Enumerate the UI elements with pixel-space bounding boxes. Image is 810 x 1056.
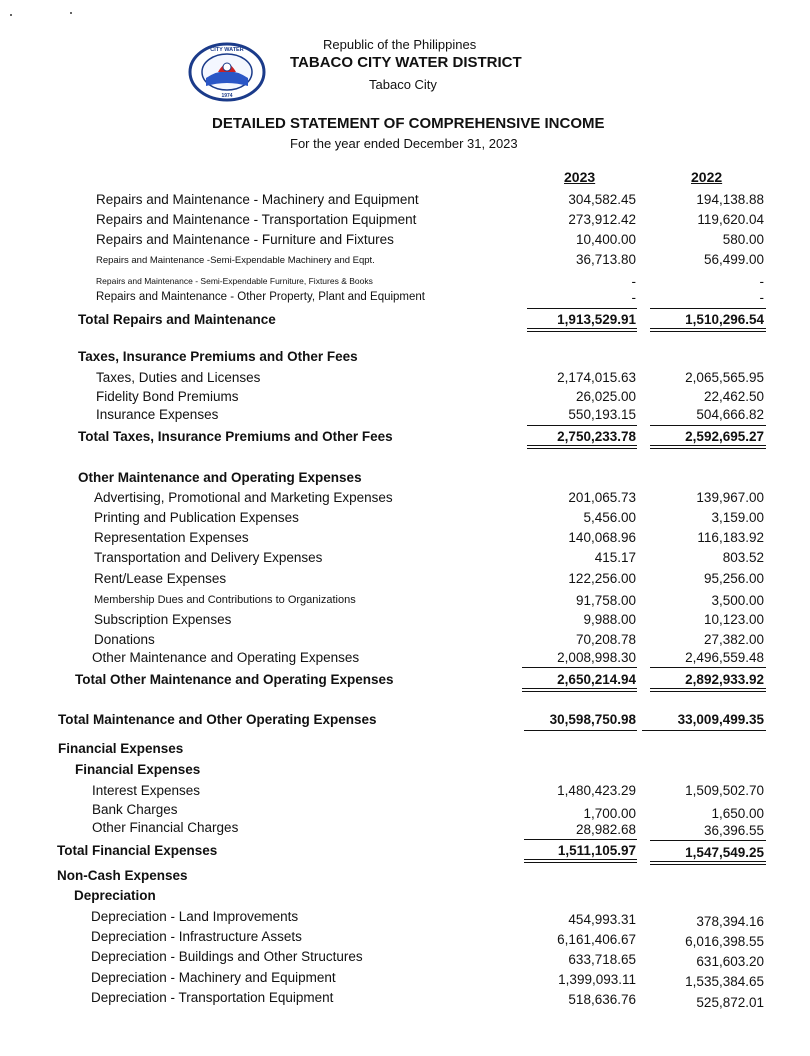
report-period: For the year ended December 31, 2023 [290, 136, 518, 151]
line-item-label: Taxes, Duties and Licenses [96, 370, 261, 385]
line-item-row [0, 612, 810, 630]
value-2022: 10,123.00 [703, 612, 764, 627]
line-item-row [0, 909, 810, 927]
line-item-label: Insurance Expenses [96, 407, 219, 422]
line-item-row [0, 550, 810, 568]
value-2022: 803.52 [722, 550, 764, 565]
grand-total-2023: 30,598,750.98 [549, 712, 636, 727]
line-item-label: Other Financial Charges [92, 820, 239, 835]
grand-total-2022: 33,009,499.35 [677, 712, 764, 727]
report-title: DETAILED STATEMENT OF COMPREHENSIVE INCOME [212, 115, 605, 132]
total-label: Total Repairs and Maintenance [78, 312, 276, 327]
line-item-row [0, 212, 810, 230]
value-2023: 201,065.73 [568, 490, 636, 505]
value-2022: 3,159.00 [711, 510, 764, 525]
line-item-label: Repairs and Maintenance - Machinery and Equipment [96, 192, 419, 207]
value-2023: 454,993.31 [568, 912, 636, 927]
total-double-rule [650, 445, 766, 449]
line-item-row [0, 929, 810, 947]
subtotal-rule [650, 308, 766, 309]
line-item-label: Repairs and Maintenance - Furniture and Fixtures [96, 232, 394, 247]
line-item-row [0, 802, 810, 820]
section-heading [0, 868, 810, 886]
line-item-label: Bank Charges [92, 802, 178, 817]
grand-total-label: Total Maintenance and Other Operating Expenses [58, 712, 377, 727]
subtotal-rule [650, 425, 766, 426]
value-2023: 122,256.00 [568, 571, 636, 586]
value-2022: 56,499.00 [703, 252, 764, 267]
sub-section-heading-label: Depreciation [74, 888, 156, 903]
line-item-row [0, 530, 810, 548]
value-2022: 95,256.00 [703, 571, 764, 586]
line-item-label: Advertising, Promotional and Marketing Expenses [94, 490, 393, 505]
section-heading-label: Financial Expenses [58, 741, 184, 756]
line-item-row [0, 490, 810, 508]
value-2023: - [631, 290, 636, 305]
line-item-row [0, 407, 810, 425]
line-item-label: Transportation and Delivery Expenses [94, 550, 323, 565]
value-2022: 6,016,398.55 [685, 934, 764, 949]
total-2022: 1,547,549.25 [685, 845, 764, 860]
value-2022: 631,603.20 [696, 954, 764, 969]
line-item-label: Depreciation - Land Improvements [91, 909, 299, 924]
svg-text:1974: 1974 [221, 93, 233, 99]
value-2023: 9,988.00 [583, 612, 636, 627]
grand-total-rule [524, 730, 637, 731]
value-2023: 10,400.00 [575, 232, 636, 247]
line-item-label: Repairs and Maintenance - Transportation Equipment [96, 212, 417, 227]
total-double-rule [527, 328, 637, 332]
line-item-row [0, 370, 810, 388]
total-2022: 2,592,695.27 [685, 429, 764, 444]
svg-text:CITY WATER: CITY WATER [210, 47, 244, 53]
value-2022: 525,872.01 [696, 995, 764, 1010]
section-heading [0, 349, 810, 367]
line-item-label: Fidelity Bond Premiums [96, 389, 239, 404]
value-2022: 2,496,559.48 [685, 650, 764, 665]
total-label: Total Financial Expenses [57, 843, 218, 858]
line-item-label: Rent/Lease Expenses [94, 571, 227, 586]
total-label: Total Taxes, Insurance Premiums and Other Fees [78, 429, 393, 444]
value-2022: 1,509,502.70 [685, 783, 764, 798]
sub-section-heading [0, 762, 810, 780]
value-2023: 5,456.00 [583, 510, 636, 525]
subtotal-rule [524, 839, 637, 840]
line-item-label: Repairs and Maintenance -Semi-Expendable Machinery and Eqpt. [96, 255, 375, 266]
value-2022: 22,462.50 [703, 389, 764, 404]
line-item-label: Membership Dues and Contributions to Organizations [94, 594, 356, 606]
line-item-label: Depreciation - Machinery and Equipment [91, 970, 336, 985]
value-2022: 119,620.04 [697, 212, 764, 227]
value-2022: 3,500.00 [711, 593, 764, 608]
total-2023: 2,650,214.94 [557, 672, 636, 687]
value-2023: 633,718.65 [568, 952, 636, 967]
value-2023: 6,161,406.67 [557, 932, 636, 947]
value-2023: 70,208.78 [575, 632, 636, 647]
total-2022: 2,892,933.92 [685, 672, 764, 687]
line-item-label: Depreciation - Buildings and Other Structures [91, 949, 363, 964]
organization-name: TABACO CITY WATER DISTRICT [290, 54, 522, 71]
subtotal-rule [527, 425, 637, 426]
value-2023: 36,713.80 [575, 252, 636, 267]
line-item-label: Subscription Expenses [94, 612, 232, 627]
value-2023: 28,982.68 [575, 822, 636, 837]
total-double-rule [650, 328, 766, 332]
value-2023: 2,008,998.30 [557, 650, 636, 665]
value-2022: 139,967.00 [696, 490, 764, 505]
total-double-rule [650, 688, 766, 692]
total-row [0, 843, 810, 861]
value-2023: 1,399,093.11 [558, 972, 636, 987]
line-item-row [0, 290, 810, 308]
value-2023: 2,174,015.63 [557, 370, 636, 385]
value-2022: 1,535,384.65 [685, 974, 764, 989]
value-2023: 415.17 [594, 550, 636, 565]
total-double-rule [527, 445, 637, 449]
value-2022: 580.00 [722, 232, 764, 247]
section-heading-label: Other Maintenance and Operating Expenses [78, 470, 362, 485]
total-double-rule [524, 859, 637, 863]
sub-section-heading [0, 888, 810, 906]
line-item-label: Depreciation - Transportation Equipment [91, 990, 334, 1005]
line-item-row [0, 632, 810, 650]
total-2023: 1,511,105.97 [557, 843, 636, 858]
line-item-row [0, 949, 810, 967]
value-2022: 504,666.82 [696, 407, 764, 422]
line-item-label: Representation Expenses [94, 530, 249, 545]
line-item-row [0, 990, 810, 1008]
value-2023: 91,758.00 [575, 593, 636, 608]
section-heading-label: Non-Cash Expenses [57, 868, 188, 883]
line-item-label: Other Maintenance and Operating Expenses [92, 650, 360, 665]
value-2022: 27,382.00 [703, 632, 764, 647]
subtotal-rule [522, 667, 637, 668]
value-2023: 273,912.42 [568, 212, 636, 227]
city-name: Tabaco City [369, 77, 437, 92]
value-2022: - [759, 274, 764, 289]
value-2023: 518,636.76 [568, 992, 636, 1007]
value-2022: 36,396.55 [703, 823, 764, 838]
grand-total-rule [642, 730, 766, 731]
total-2023: 1,913,529.91 [557, 312, 636, 327]
line-item-row [0, 389, 810, 407]
line-item-row [0, 571, 810, 589]
value-2022: 1,650.00 [711, 806, 764, 821]
value-2023: 1,480,423.29 [557, 783, 636, 798]
subtotal-rule [527, 308, 637, 309]
value-2022: 378,394.16 [696, 914, 764, 929]
line-item-row [0, 252, 810, 270]
section-heading-label: Taxes, Insurance Premiums and Other Fees [78, 349, 358, 364]
column-header-2023: 2023 [564, 169, 596, 185]
value-2022: 116,183.92 [697, 530, 764, 545]
line-item-row [0, 783, 810, 801]
subtotal-rule [650, 840, 766, 841]
value-2023: 1,700.00 [583, 806, 636, 821]
total-2023: 2,750,233.78 [557, 429, 636, 444]
value-2023: - [631, 274, 636, 289]
republic-line: Republic of the Philippines [323, 37, 477, 52]
section-heading [0, 470, 810, 488]
value-2023: 140,068.96 [568, 530, 636, 545]
line-item-row [0, 232, 810, 250]
line-item-label: Printing and Publication Expenses [94, 510, 299, 525]
value-2022: - [759, 290, 764, 305]
line-item-label: Repairs and Maintenance - Other Property, Plant and Equipment [96, 291, 425, 303]
value-2022: 2,065,565.95 [685, 370, 764, 385]
line-item-label: Interest Expenses [92, 783, 201, 798]
line-item-row [0, 510, 810, 528]
line-item-row [0, 192, 810, 210]
line-item-label: Depreciation - Infrastructure Assets [91, 929, 302, 944]
scan-speck [10, 14, 12, 16]
value-2023: 304,582.45 [568, 192, 636, 207]
total-double-rule [650, 861, 766, 865]
value-2023: 26,025.00 [575, 389, 636, 404]
subtotal-rule [650, 667, 766, 668]
line-item-row [0, 970, 810, 988]
total-double-rule [522, 688, 637, 692]
scan-speck [70, 12, 72, 14]
section-heading [0, 741, 810, 759]
line-item-row [0, 650, 810, 668]
line-item-label: Repairs and Maintenance - Semi-Expendable Furniture, Fixtures & Books [96, 276, 373, 286]
line-item-row [0, 820, 810, 838]
grand-total-row [0, 712, 810, 730]
value-2023: 550,193.15 [568, 407, 636, 422]
total-2022: 1,510,296.54 [685, 312, 764, 327]
water-district-seal-logo [188, 42, 266, 102]
total-label: Total Other Maintenance and Operating Expenses [75, 672, 394, 687]
column-header-2022: 2022 [691, 169, 723, 185]
line-item-label: Donations [94, 632, 155, 647]
line-item-row [0, 593, 810, 611]
sub-section-heading-label: Financial Expenses [75, 762, 201, 777]
value-2022: 194,138.88 [696, 192, 764, 207]
